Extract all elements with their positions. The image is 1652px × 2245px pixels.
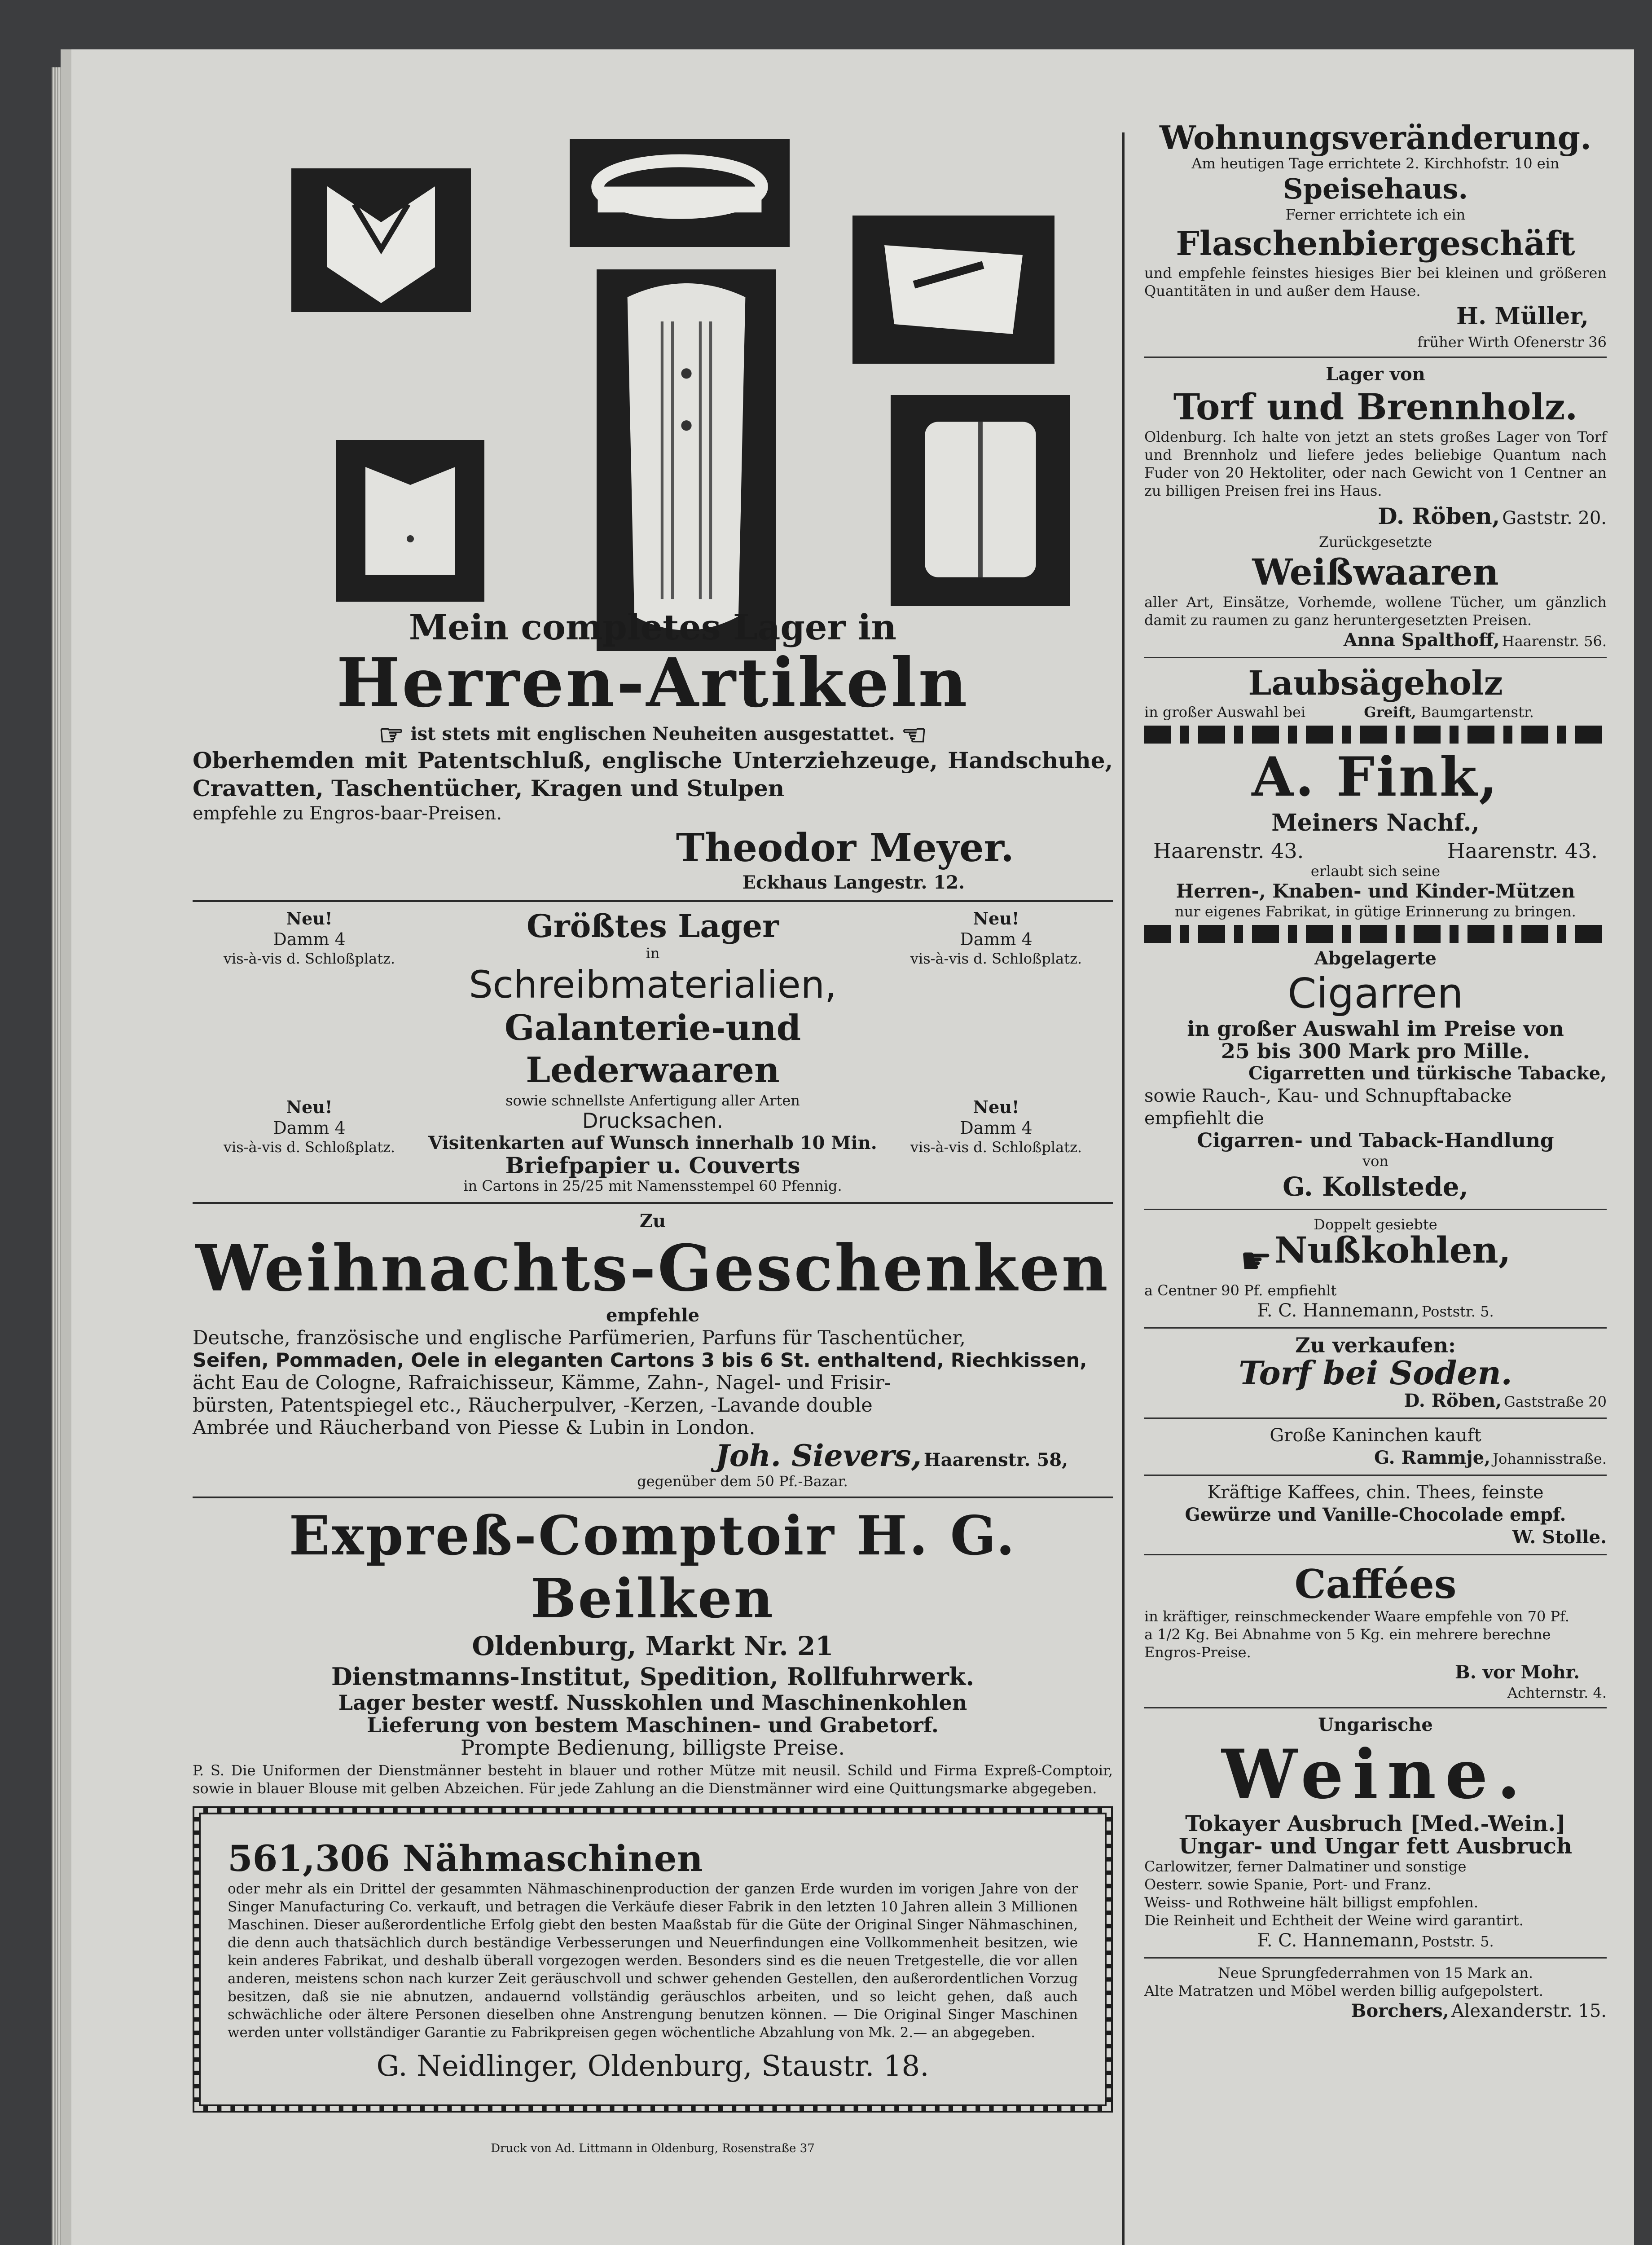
fink-line2: Herren-, Knaben- und Kinder-Mützen (1176, 880, 1575, 902)
fink-line3: nur eigenes Fabrikat, in gütige Erinnerung zu bringen. (1175, 903, 1576, 920)
ad-express (193, 1505, 1113, 1797)
mueller-name: H. Müller, (1456, 303, 1589, 330)
weih-line4: bürsten, Patentspiegel etc., Räucherpulver, -Kerzen, -Lavande double (193, 1394, 873, 1417)
caffees-name: B. vor Mohr. (1455, 1662, 1580, 1683)
cig-line3: Cigarretten und türkische Tabacke, (1248, 1063, 1607, 1084)
weine-name: F. C. Hannemann, (1257, 1930, 1419, 1951)
stolle-line1: Kräftige Kaffees, chin. Thees, feinste (1207, 1482, 1544, 1503)
ad-weihnachts (193, 1210, 1113, 1490)
ad-borchers (1144, 1964, 1607, 2022)
neu-visavis: vis-à-vis d. Schloßplatz. (910, 1139, 1082, 1156)
weine-address: Poststr. 5. (1421, 1933, 1494, 1950)
weih-name: Joh. Sievers, (715, 1438, 922, 1473)
cuff-image (852, 216, 1054, 364)
ad-torf (1144, 363, 1607, 533)
ad-torf-soden (1144, 1334, 1607, 1412)
weih-address: Haarenstr. 58, (923, 1449, 1068, 1470)
mueller-line2: Ferner errichtete ich ein (1285, 206, 1466, 223)
book-edge (52, 67, 62, 2245)
weine-title: Weine. (1221, 1735, 1529, 1814)
neu-label: Neu! (286, 1097, 333, 1117)
neu-label: Neu! (286, 908, 333, 929)
cig-line1: in großer Auswahl im Preise von (1187, 1017, 1564, 1041)
mueller-line3: und empfehle feinstes hiesiges Bier bei kleinen und größeren Quantitäten in und außer dem Hause. (1144, 264, 1607, 299)
schreib-title2: Schreibmaterialien, (469, 963, 837, 1007)
neu-box-br (879, 1097, 1113, 1156)
ad-mueller (1144, 121, 1607, 351)
left-column (193, 606, 1113, 2157)
kan-line1: Große Kaninchen kauft (1270, 1425, 1481, 1446)
laub-title: Laubsägeholz (1248, 664, 1503, 703)
cig-abg: Abgelagerte (1314, 948, 1437, 969)
torf-address: Gaststr. 20. (1502, 508, 1607, 528)
herren-title1: Mein completes Lager in (409, 607, 897, 648)
fink-addr-left: Haarenstr. 43. (1153, 839, 1304, 863)
neu-visavis: vis-à-vis d. Schloßplatz. (223, 1139, 395, 1156)
collar-image (291, 168, 471, 312)
ad-kaninchen (1144, 1424, 1607, 1469)
kan-name: G. Rammje, (1374, 1447, 1491, 1468)
neu-label: Neu! (973, 908, 1019, 929)
express-ps: P. S. Die Uniformen der Dienstmänner besteht in blauer und rother Mütze mit neusil. Schild und Firma Expreß-Comptoir, sowie in blauer Blouse mit gelben Abzeichen. Für jede Zahlung an die Dienstmänner wird eine Quittungsmarke abgegeben. (193, 1762, 1113, 1797)
weih-line5: Ambrée und Räucherband von Piesse & Lubin in London. (193, 1417, 756, 1439)
weine-line5: Weiss- und Rothweine hält billigst empfohlen. (1144, 1894, 1479, 1911)
divider (193, 900, 1113, 902)
divider (1144, 1554, 1607, 1555)
borchers-line2: Alte Matratzen und Möbel werden billig aufgepolstert. (1144, 1982, 1543, 1999)
fink-title: A. Fink, (1252, 745, 1499, 809)
decorative-banner (1144, 925, 1607, 943)
ad-herren-artikel (193, 606, 1113, 894)
singer-number: 561,306 Nähmaschinen (228, 1837, 703, 1880)
divider (1144, 657, 1607, 658)
herren-line1: ist stets mit englischen Neuheiten ausgestattet. (410, 723, 895, 744)
mueller-line1: Am heutigen Tage errichtete 2. Kirchhofstr. 10 ein (1191, 155, 1560, 172)
weiss-zurueck: Zurückgesetzte (1318, 533, 1432, 550)
cig-line7: von (1362, 1153, 1388, 1170)
mueller-title3: Flaschenbiergeschäft (1176, 224, 1575, 263)
pointing-hand-icon: ☞ (378, 718, 404, 752)
laub-address: Baumgartenstr. (1420, 704, 1534, 721)
neu-damm: Damm 4 (273, 929, 346, 949)
mueller-title2: Speisehaus. (1283, 172, 1468, 205)
weih-empfehle: empfehle (606, 1305, 700, 1326)
pointing-hand-icon: ☛ (1240, 1240, 1273, 1281)
torf2-address: Gaststraße 20 (1504, 1393, 1607, 1410)
divider (1144, 1707, 1607, 1708)
schreib-in: in (646, 945, 660, 962)
ad-cigarren (1144, 947, 1607, 1203)
nuss-doppelt: Doppelt gesiebte (1314, 1216, 1437, 1233)
imprint: Druck von Ad. Littmann in Oldenburg, Rosenstraße 37 (491, 2142, 815, 2155)
caffees-title: Caffées (1294, 1561, 1457, 1607)
express-line1: Oldenburg, Markt Nr. 21 (472, 1631, 834, 1661)
kan-address: Johannisstraße. (1493, 1450, 1607, 1467)
weine-line1: Tokayer Ausbruch [Med.-Wein.] (1185, 1811, 1566, 1836)
newspaper-page (61, 49, 1634, 2245)
mueller-title: Wohnungsveränderung. (1159, 119, 1592, 157)
collar-band-image (570, 139, 790, 247)
stolle-name: W. Stolle. (1512, 1527, 1607, 1548)
caffees-line3: Engros-Preise. (1144, 1644, 1251, 1661)
borchers-line1: Neue Sprungfederrahmen von 15 Mark an. (1217, 1964, 1533, 1981)
fink-addr-right: Haarenstr. 43. (1447, 839, 1598, 863)
torf2-name: D. Röben, (1404, 1390, 1502, 1411)
caffees-line2: a 1/2 Kg. Bei Abnahme von 5 Kg. ein mehrere berechne (1144, 1626, 1551, 1643)
express-title: Expreß-Comptoir H. G. Beilken (289, 1504, 1017, 1630)
schreib-title3: Galanterie-und Lederwaaren (504, 1008, 801, 1091)
decorative-banner (1144, 726, 1607, 744)
weih-line3: ächt Eau de Cologne, Rafraichisseur, Kämme, Zahn-, Nagel- und Frisir- (193, 1372, 891, 1394)
ad-caffees (1144, 1561, 1607, 1702)
neu-box-tl (193, 908, 426, 968)
torf-text: Oldenburg. Ich halte von jetzt an stets großes Lager von Torf und Brennholz und liefere jedes beliebige Quantum nach Fuder von 20 Hektoliter, oder nach Gewicht von 1 Centner an zu billigen Preisen frei ins Haus. (1144, 428, 1607, 499)
pointing-hand-icon: ☜ (901, 718, 927, 752)
schreib-title1: Größtes Lager (526, 907, 779, 945)
mueller-former: früher Wirth Ofenerstr 36 (1417, 334, 1607, 351)
cig-name: G. Kollstede, (1283, 1171, 1468, 1202)
ad-weine (1144, 1714, 1607, 1952)
nuss-title: Nußkohlen, (1274, 1229, 1511, 1271)
schreib-line3: Visitenkarten auf Wunsch innerhalb 10 Min. (428, 1132, 877, 1153)
divider (1144, 357, 1607, 358)
cig-line6: Cigarren- und Taback-Handlung (1197, 1129, 1554, 1152)
weine-line6: Die Reinheit und Echtheit der Weine wird garantirt. (1144, 1912, 1524, 1929)
herren-name: Theodor Meyer. (676, 825, 1014, 871)
schreib-line2: Drucksachen. (582, 1109, 724, 1133)
neu-damm: Damm 4 (960, 1118, 1032, 1138)
schreib-line1: sowie schnellste Anfertigung aller Arten (505, 1092, 800, 1109)
weine-line2: Ungar- und Ungar fett Ausbruch (1178, 1834, 1573, 1859)
express-line3: Lager bester westf. Nusskohlen und Maschinenkohlen (338, 1690, 967, 1715)
weih-zu: Zu (639, 1211, 666, 1232)
weiss-title: Weißwaaren (1252, 551, 1499, 593)
ad-singer-frame (193, 1806, 1113, 2113)
nuss-name: F. C. Hannemann, (1257, 1300, 1419, 1321)
cig-title: Cigarren (1287, 969, 1463, 1017)
weih-title: Weihnachts-Geschenken (196, 1231, 1110, 1306)
express-line5: Prompte Bedienung, billigste Preise. (460, 1735, 845, 1760)
torf-lager: Lager von (1326, 364, 1425, 385)
divider (193, 1497, 1113, 1498)
neu-visavis: vis-à-vis d. Schloßplatz. (223, 950, 395, 967)
cig-line5: empfiehlt die (1144, 1108, 1264, 1129)
divider (1144, 1475, 1607, 1476)
ad-laubsaege (1144, 664, 1607, 721)
cig-line4: sowie Rauch-, Kau- und Schnupftabacke (1144, 1086, 1512, 1106)
divider (1144, 1209, 1607, 1210)
nuss-line1: a Centner 90 Pf. empfiehlt (1144, 1282, 1337, 1299)
schreib-line5: in Cartons in 25/25 mit Namensstempel 60 Pfennig. (463, 1177, 842, 1194)
divider (193, 1202, 1113, 1204)
weih-line2: Seifen, Pommaden, Oele in eleganten Cartons 3 bis 6 St. enthaltend, Riechkissen, (193, 1349, 1087, 1372)
torf-title: Torf und Brennholz. (1173, 386, 1578, 428)
stolle-line2: Gewürze und Vanille-Chocolade empf. (1185, 1504, 1566, 1525)
ad-weisswaaren (1144, 533, 1607, 651)
divider (1144, 1327, 1607, 1329)
herren-line3: empfehle zu Engros-baar-Preisen. (193, 803, 502, 824)
weih-line1: Deutsche, französische und englische Parfümerien, Parfuns für Taschentücher, (193, 1327, 966, 1349)
neu-damm: Damm 4 (960, 929, 1032, 949)
torf2-title: Torf bei Soden. (1239, 1354, 1512, 1392)
weiss-text: aller Art, Einsätze, Vorhemde, wollene Tücher, um gänzlich damit zu raumen zu ganz heruntergesetzten Preisen. (1144, 594, 1607, 629)
right-column (1144, 121, 1607, 2022)
ad-nusskohlen (1144, 1215, 1607, 1322)
divider (1144, 1417, 1607, 1419)
neu-box-bl (193, 1097, 426, 1156)
laub-text: in großer Auswahl bei (1144, 704, 1306, 721)
stulpen-image (891, 395, 1070, 606)
caffees-line1: in kräftiger, reinschmeckender Waare empfehle von 70 Pf. (1144, 1608, 1569, 1625)
neu-damm: Damm 4 (273, 1118, 346, 1138)
weiss-address: Haarenstr. 56. (1502, 633, 1607, 650)
weine-ung: Ungarische (1318, 1714, 1433, 1735)
singer-text: oder mehr als ein Drittel der gesammten Nähmaschinenproduction der ganzen Erde wurden im vorigen Jahre von der Singer Manufacturing Co. verkauft, und betragen die Verkäufe dieser Fabrik in den letzten 10 Jahren allein 3 Millionen Maschinen. Dieser außerordentliche Erfolg giebt den besten Maaßstab für die Güte der Original Singer Nähmaschinen, die denn auch thatsächlich durch beständige Verbesserungen und Neuerfindungen eine Vollkommenheit besitzen, wie kein anderes Fabrikat, und deshalb überall vorgezogen werden. Besonders sind es die neuen Tretgestelle, die vor allen anderen, meistens schon nach kurzer Zeit geräuschvoll und schwer gehenden Gestellen, den außerordentlichen Vorzug besitzen, daß sie nie abnutzen, andauernd vollständig geräuschlos arbeiten, und so leicht gehen, daß auch schwächliche oder ältere Personen dieselben ohne Anstrengung benutzen können. — Die Original Singer Maschinen werden unter vollständiger Garantie zu Fabrikpreisen gegen wöchentliche Abzahlung von Mk. 2.— an abgegeben. (228, 1881, 1078, 2041)
herren-line2: Oberhemden mit Patentschluß, englische Unterziehzeuge, Handschuhe, Cravatten, Taschentücher, Kragen und Stulpen (193, 747, 1113, 801)
ad-schreibmaterialien (193, 908, 1113, 1196)
neu-box-tr (879, 908, 1113, 968)
vest-collar-image (336, 440, 484, 602)
borchers-address: Alexanderstr. 15. (1451, 2001, 1607, 2021)
shirt-front-image (597, 269, 776, 651)
express-line2: Dienstmanns-Institut, Spedition, Rollfuhrwerk. (331, 1662, 975, 1691)
caffees-address: Achternstr. 4. (1507, 1684, 1607, 1701)
nuss-address: Poststr. 5. (1421, 1303, 1494, 1320)
torf2-zu: Zu verkaufen: (1295, 1333, 1456, 1357)
herren-title2: Herren-Artikeln (336, 643, 969, 722)
fink-sub: Meiners Nachf., (1271, 809, 1480, 836)
divider (1144, 1957, 1607, 1959)
cig-line2: 25 bis 300 Mark pro Mille. (1221, 1039, 1530, 1063)
ad-stolle (1144, 1481, 1607, 1549)
express-line4: Lieferung von bestem Maschinen- und Grabetorf. (367, 1713, 939, 1737)
weiss-name: Anna Spalthoff, (1343, 629, 1500, 651)
weine-line3: Carlowitzer, ferner Dalmatiner und sonstige (1144, 1858, 1467, 1875)
laub-name: Greift, (1364, 704, 1416, 721)
neu-label: Neu! (973, 1097, 1019, 1117)
borchers-name: Borchers, (1351, 2000, 1449, 2021)
herren-address: Eckhaus Langestr. 12. (742, 872, 965, 893)
weih-gegen: gegenüber dem 50 Pf.-Bazar. (637, 1473, 848, 1490)
ad-fink (1144, 745, 1607, 920)
singer-signature: G. Neidlinger, Oldenburg, Staustr. 18. (376, 2050, 929, 2083)
torf-name: D. Röben, (1378, 503, 1500, 529)
schreib-line4: Briefpapier u. Couverts (505, 1152, 800, 1179)
weine-line4: Oesterr. sowie Spanie, Port- und Franz. (1144, 1876, 1432, 1893)
fink-line1: erlaubt sich seine (1310, 863, 1441, 880)
column-rule (1122, 132, 1125, 2245)
neu-visavis: vis-à-vis d. Schloßplatz. (910, 950, 1082, 967)
